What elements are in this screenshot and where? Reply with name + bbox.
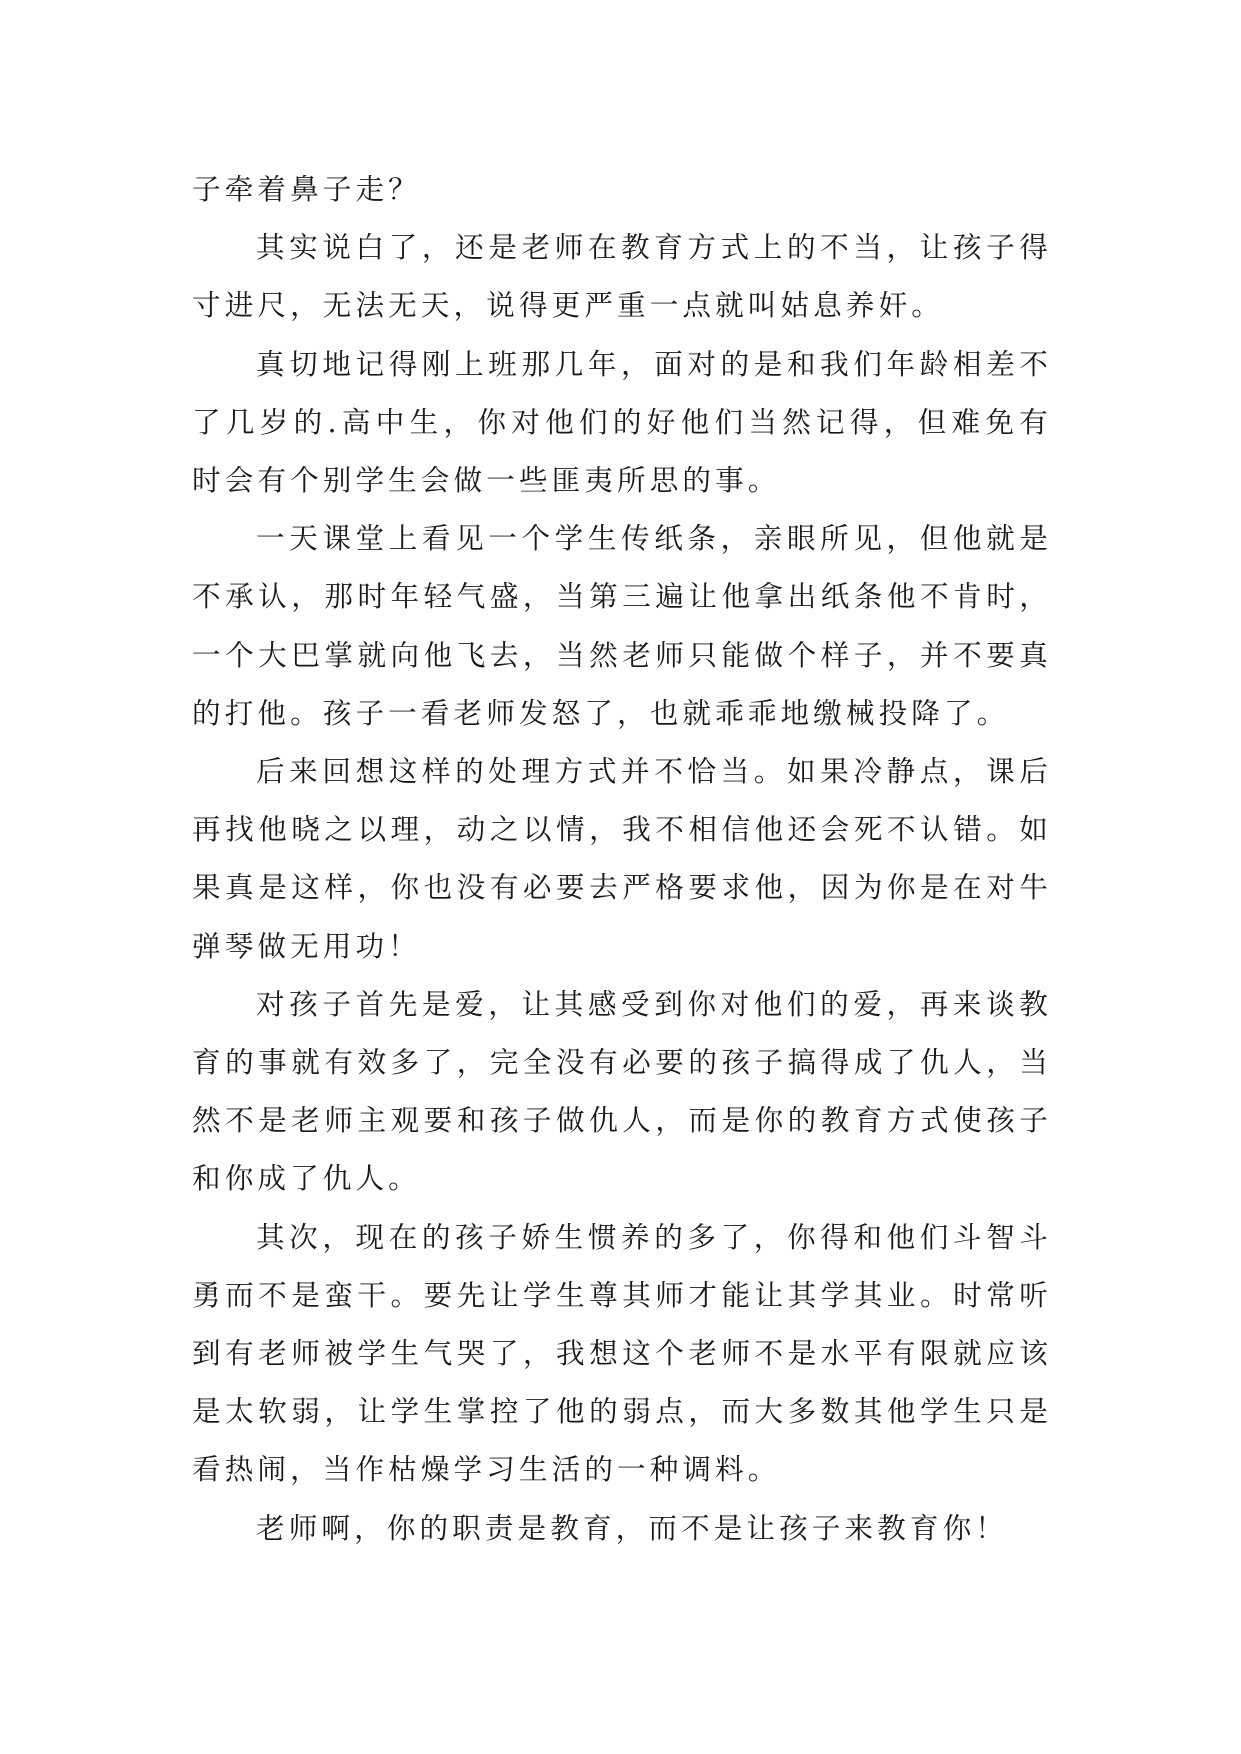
document-body [192, 160, 1052, 1557]
paragraph-1: 子牵着鼻子走？ [192, 172, 421, 206]
paragraph-4: 一天课堂上看见一个学生传纸条，亲眼所见，但他就是不承认，那时年轻气盛，当第三遍让他拿出纸条他不肯时，一个大巴掌就向他飞去，当然老师只能做个样子，并不要真的打他。孩子一看老师发怒了，也就乖乖地缴械投降了。 [192, 521, 1052, 730]
paragraph-7: 其次，现在的孩子娇生惯养的多了，你得和他们斗智斗勇而不是蛮干。要先让学生尊其师才能让其学其业。时常听到有老师被学生气哭了，我想这个老师不是水平有限就应该是太软弱，让学生掌控了他的弱点，而大多数其他学生只是看热闹，当作枯燥学习生活的一种调料。 [192, 1219, 1052, 1487]
paragraph-6: 对孩子首先是爱，让其感受到你对他们的爱，再来谈教育的事就有效多了，完全没有必要的孩子搞得成了仇人，当然不是老师主观要和孩子做仇人，而是你的教育方式使孩子和你成了仇人。 [192, 986, 1052, 1196]
paragraph-2: 其实说白了，还是老师在教育方式上的不当，让孩子得寸进尺，无法无天，说得更严重一点就叫姑息养奸。 [192, 230, 1052, 323]
paragraph-8: 老师啊，你的职责是教育，而不是让孩子来教育你！ [256, 1510, 1008, 1545]
paragraph-5: 后来回想这样的处理方式并不恰当。如果冷静点，课后再找他晓之以理，动之以情，我不相信他还会死不认错。如果真是这样，你也没有必要去严格要求他，因为你是在对牛弹琴做无用功！ [192, 754, 1052, 963]
paragraph-3: 真切地记得刚上班那几年，面对的是和我们年龄相差不了几岁的.高中生，你对他们的好他们当然记得，但难免有时会有个别学生会做一些匪夷所思的事。 [192, 346, 1052, 498]
